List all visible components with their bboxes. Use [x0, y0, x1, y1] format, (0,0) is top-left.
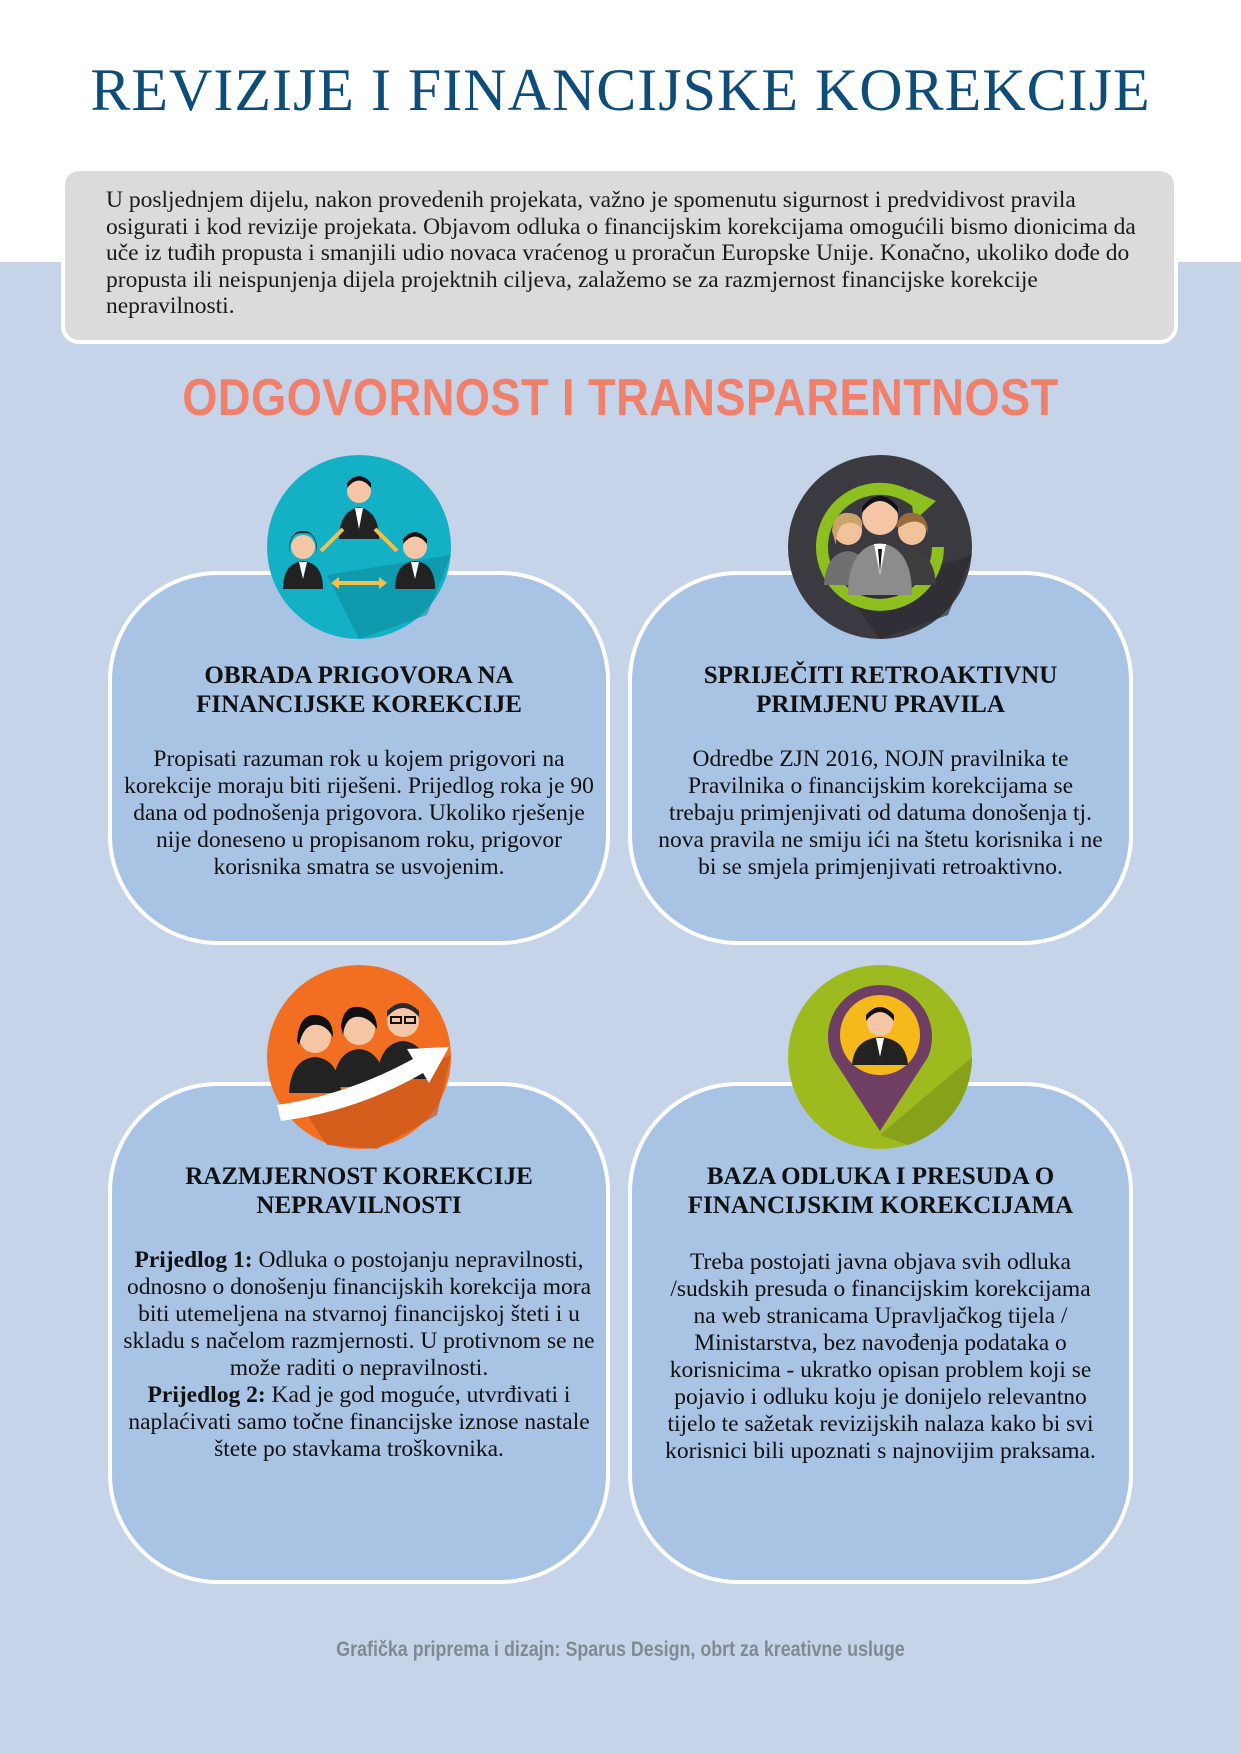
team-hierarchy-icon [267, 455, 451, 639]
card-text: Treba postojati javna objava svih odluka /sudskih presuda o financijskim korekcijama na web stranicama Upravljačkog tijela / Ministarstva, bez navođenja podataka o korisnicima - ukratko opisan problem koji se pojavio i odluku koju je donijelo relevantno tijelo te sažetak revizijskih nalaza kako bi svi korisnici bili upoznati s najnovijim praksama. [665, 1249, 1096, 1464]
card-title: SPRIJEČITI RETROAKTIVNU PRIMJENU PRAVILA [703, 662, 1058, 718]
card-text: Odredbe ZJN 2016, NOJN pravilnika te Pravilnika o financijskim korekcijama se trebaju primjenjivati od datuma donošenja tj. nova pravila ne smiju ići na štetu korisnika i ne bi se smjela primjenjivati retroaktivno. [658, 746, 1103, 880]
proposal-2-label: Prijedlog 2: [147, 1382, 266, 1408]
user-location-pin-icon [788, 965, 972, 1149]
card-decisions-database [628, 1082, 1133, 1584]
card-text [122, 1247, 596, 1463]
page-title: REVIZIJE I FINANCIJSKE KOREKCIJE [90, 57, 1151, 123]
card-title: OBRADA PRIGOVORA NA FINANCIJSKE KOREKCIJE [196, 662, 522, 718]
team-growth-icon [267, 965, 451, 1149]
card-text: Propisati razuman rok u kojem prigovori na korekcije moraju biti riješeni. Prijedlog roka je 90 dana od podnošenja prigovora. Ukoliko rješenje nije doneseno u propisanom roku, prigovor korisnika smatra se usvojenim. [124, 746, 594, 880]
card-title: BAZA ODLUKA I PRESUDA O FINANCIJSKIM KOREKCIJAMA [687, 1163, 1074, 1219]
team-refresh-icon [788, 455, 972, 639]
proposal-1-label: Prijedlog 1: [134, 1247, 253, 1273]
intro-box [61, 167, 1178, 344]
footer-credit: Grafička priprema i dizajn: Sparus Design, obrt za kreativne usluge [336, 1638, 905, 1661]
section-subtitle: ODGOVORNOST I TRANSPARENTNOST [182, 369, 1059, 427]
intro-text: U posljednjem dijelu, nakon provedenih projekata, važno je spomenutu sigurnost i predvidivost pravila osigurati i kod revizije projekata. Objavom odluka o financijskim korekcijama omogućili bismo dionicima da uče iz tuđih propusta i smanjili udio novaca vraćenog u proračun Europske Unije. Konačno, ukoliko dođe do propusta ili neispunjenja dijela projektnih ciljeva, zalažemo se za razmjernost financijske korekcije nepravilnosti. [106, 187, 1136, 319]
card-title: RAZMJERNOST KOREKCIJE NEPRAVILNOSTI [185, 1163, 533, 1219]
proposal-1-text: Odluka o postojanju nepravilnosti, odnosno o donošenju financijskih korekcija mora biti utemeljena na stvarnoj financijskoj šteti i u skladu s načelom razmjernosti. U protivnom se ne može raditi o nepravilnosti. [123, 1247, 595, 1381]
card-proportionality [108, 1082, 610, 1584]
proposal-2-text: Kad je god moguće, utvrđivati i naplaćivati samo točne financijske iznose nastale štete po stavkama troškovnika. [128, 1382, 590, 1462]
